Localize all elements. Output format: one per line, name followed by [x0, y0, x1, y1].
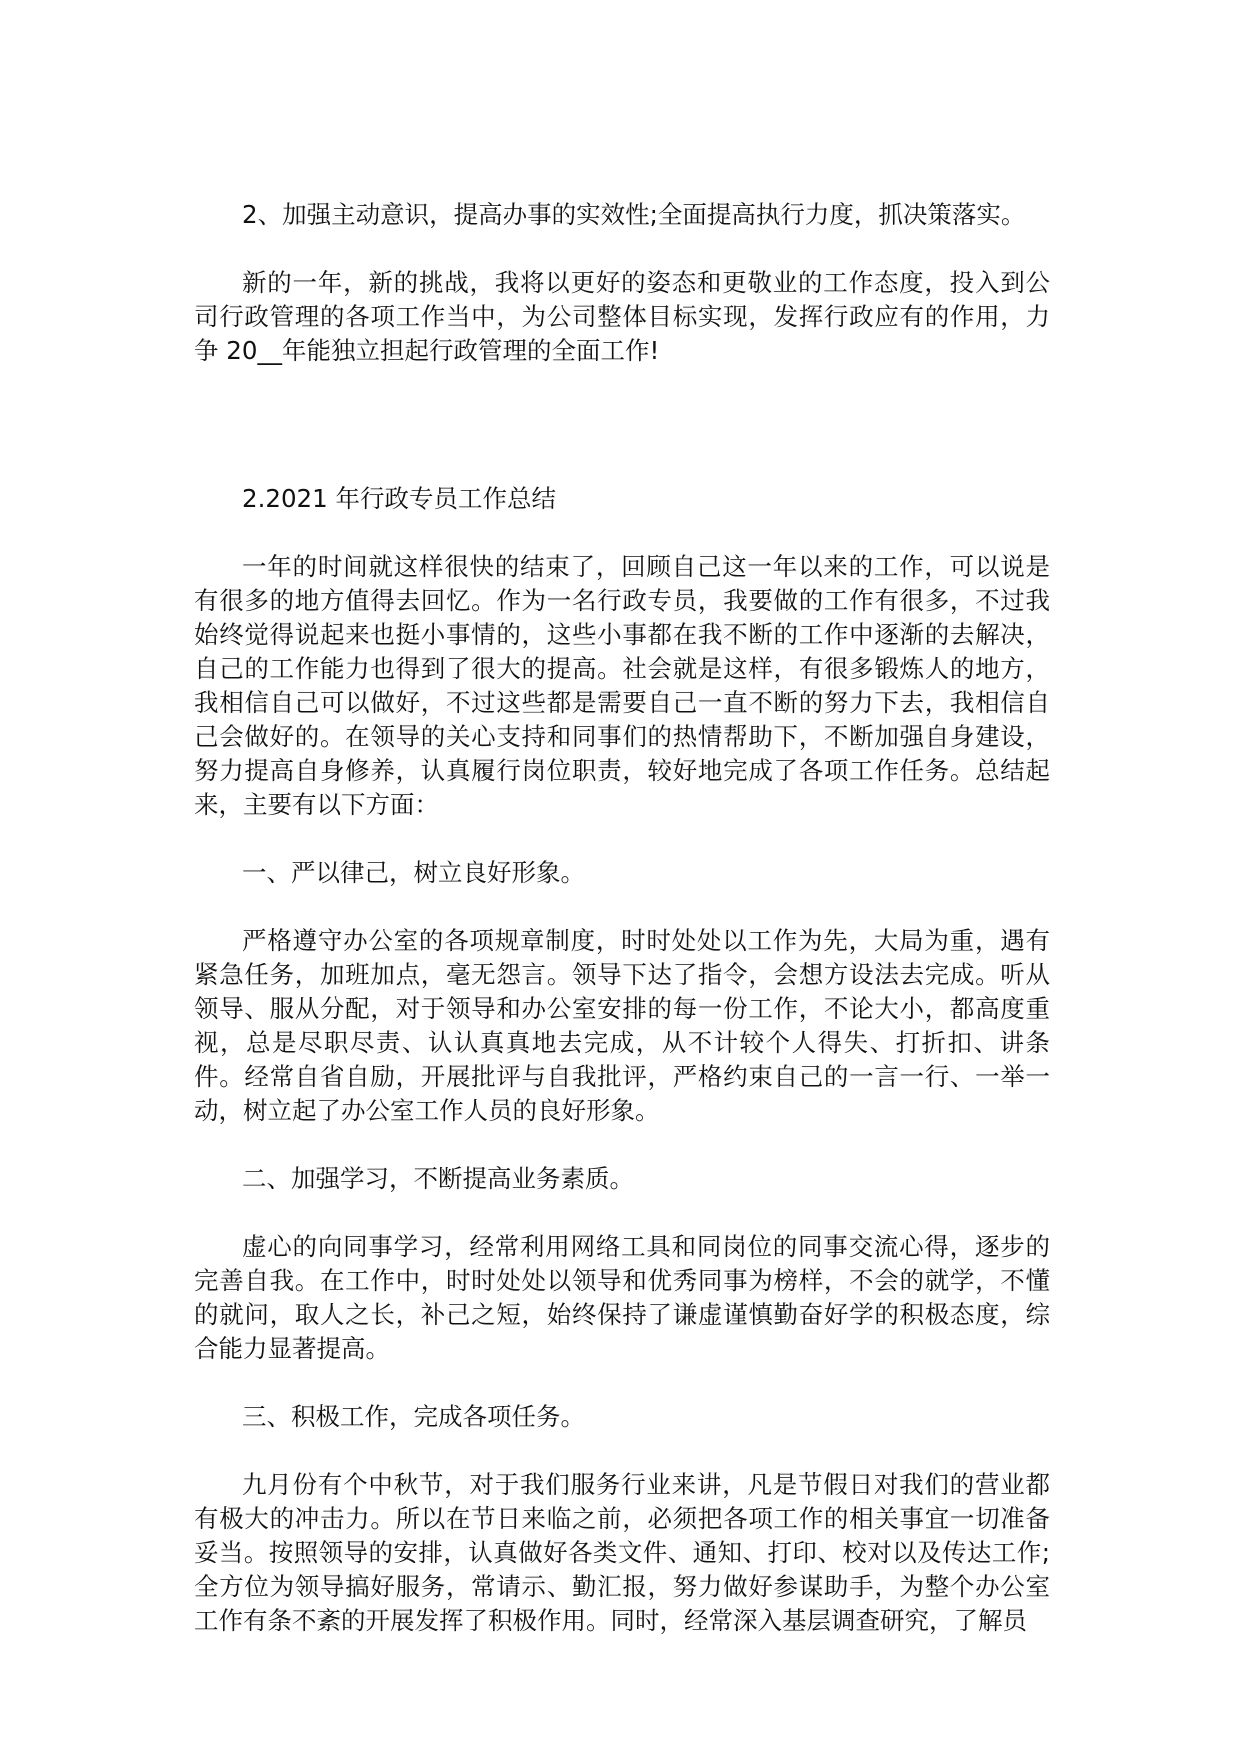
paragraph-1: 严格遵守办公室的各项规章制度，时时处处以工作为先，大局为重，遇有紧急任务，加班加点，毫无怨言。领导下达了指令，会想方设法去完成。听从领导、服从分配，对于领导和办公室安排的每一份工作，不论大小，都高度重视，总是尽职尽责、认认真真地去完成，从不计较个人得失、打折扣、讲条件。经常自省自励，开展批评与自我批评，严格约束自己的一言一行、一举一动，树立起了办公室工作人员的良好形象。	[194, 926, 1050, 1125]
spacer	[194, 1366, 1050, 1400]
section-title: 2.2021 年行政专员工作总结	[242, 484, 557, 513]
spacer	[194, 1196, 1050, 1230]
spacer	[194, 822, 1050, 856]
intro-paragraph: 一年的时间就这样很快的结束了，回顾自己这一年以来的工作，可以说是有很多的地方值得去回忆。作为一名行政专员，我要做的工作有很多，不过我始终觉得说起来也挺小事情的，这些小事都在我不断的工作中逐渐的去解决，自己的工作能力也得到了很大的提高。社会就是这样，有很多锻炼人的地方，我相信自己可以做好，不过这些都是需要自己一直不断的努力下去，我相信自己会做好的。在领导的关心支持和同事们的热情帮助下，不断加强自身建设，努力提高自身修养，认真履行岗位职责，较好地完成了各项工作任务。总结起来，主要有以下方面：	[194, 552, 1050, 819]
paragraph-3: 九月份有个中秋节，对于我们服务行业来讲，凡是节假日对我们的营业都有极大的冲击力。所以在节日来临之前，必须把各项工作的相关事宜一切准备妥当。按照领导的安排，认真做好各类文件、通知、打印、校对以及传达工作;全方位为领导搞好服务，常请示、勤汇报，努力做好参谋助手，为整个办公室工作有条不紊的开展发挥了积极作用。同时，经常深入基层调查研究，了解员	[194, 1470, 1050, 1635]
heading-2: 二、加强学习，不断提高业务素质。	[242, 1164, 634, 1193]
spacer	[194, 890, 1050, 924]
heading-1: 一、严以律己，树立良好形象。	[242, 858, 585, 887]
spacer	[194, 1128, 1050, 1162]
heading-3: 三、积极工作，完成各项任务。	[242, 1402, 585, 1431]
spacer	[194, 1434, 1050, 1468]
closing-paragraph: 新的一年，新的挑战，我将以更好的姿态和更敬业的工作态度，投入到公司行政管理的各项工作当中，为公司整体目标实现，发挥行政应有的作用，力争 20__年能独立担起行政管理的全面工作!	[194, 268, 1050, 365]
spacer-large	[194, 368, 1050, 482]
point-2-text: 2、加强主动意识，提高办事的实效性;全面提高执行力度，抓决策落实。	[242, 200, 1026, 229]
spacer	[194, 232, 1050, 266]
spacer	[194, 516, 1050, 550]
paragraph-2: 虚心的向同事学习，经常利用网络工具和同岗位的同事交流心得，逐步的完善自我。在工作中，时时处处以领导和优秀同事为榜样，不会的就学，不懂的就问，取人之长，补己之短，始终保持了谦虚谨慎勤奋好学的积极态度，综合能力显著提高。	[194, 1232, 1050, 1363]
document-page	[194, 198, 1050, 1638]
